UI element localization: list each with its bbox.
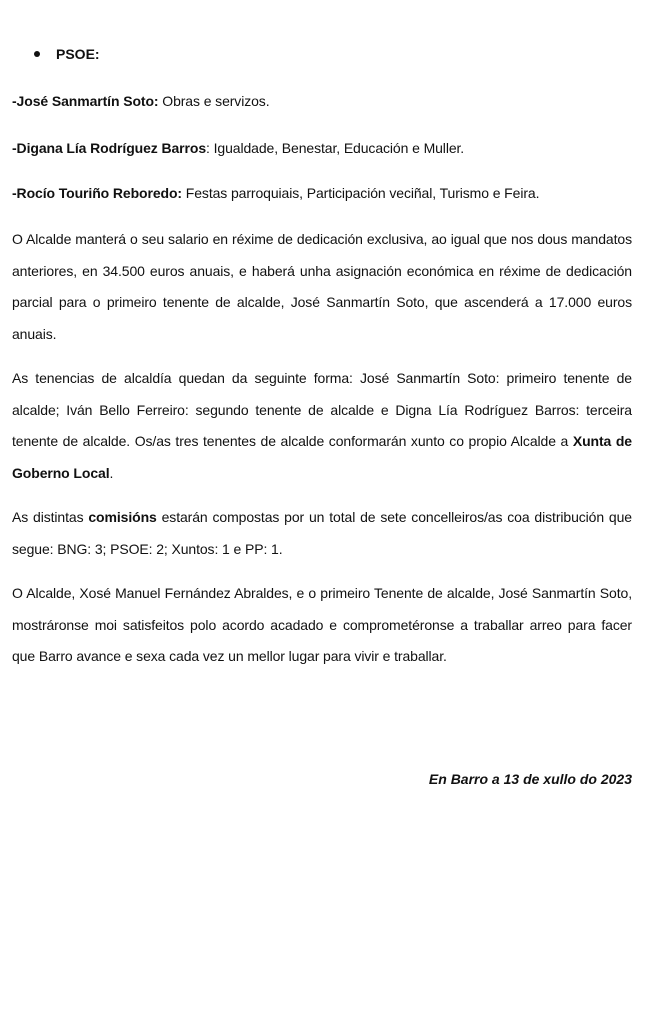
tenencias-paragraph [12, 363, 632, 489]
xunta-goberno-local: Xunta de Goberno Local [12, 433, 632, 481]
tenencias-text: As tenencias de alcaldía quedan da seguinte forma: José Sanmartín Soto: primeiro tenente de alcalde; Iván Bello Ferreiro: segundo tenente de alcalde e Digna Lía Rodríguez Barros: terceira tenente de alcalde. Os/as tres tenentes de alcalde conformarán xunto co propio Alcalde a [12, 370, 632, 449]
comisions-bold: comisións [88, 509, 157, 525]
closing-paragraph: O Alcalde, Xosé Manuel Fernández Abraldes, e o primeiro Tenente de alcalde, José Sanmartín Soto, mostráronse moi satisfeitos polo acordo acadado e comprometéronse a traballar arreo para facer que Barro avance e sexa cada vez un mellor lugar para vivir e traballar. [12, 585, 632, 664]
comisions-paragraph [12, 502, 632, 565]
party-heading [34, 46, 100, 62]
assignment-line [12, 140, 464, 156]
comisions-text-start: As distintas [12, 509, 89, 525]
bullet-icon [34, 51, 40, 57]
comisions-text-end: estarán compostas por un total de sete concelleiros/as coa distribución que segue: BNG: 3; PSOE: 2; Xuntos: 1 e PP: 1. [12, 509, 632, 557]
councillor-areas: Obras e servizos. [158, 93, 270, 109]
assignment-line [12, 93, 270, 109]
date-line: En Barro a 13 de xullo do 2023 [428, 771, 632, 787]
councillor-areas: : Igualdade, Benestar, Educación e Muller. [206, 140, 465, 156]
tenencias-end: . [109, 464, 114, 481]
councillor-name: -José Sanmartín Soto: [12, 93, 159, 109]
councillor-name: -Digana Lía Rodríguez Barros [12, 140, 207, 156]
assignment-line [12, 185, 539, 201]
councillor-name: -Rocío Touriño Reboredo: [12, 185, 182, 201]
councillor-areas: Festas parroquiais, Participación veciñal, Turismo e Feira. [182, 185, 540, 201]
salary-paragraph: O Alcalde manterá o seu salario en réxime de dedicación exclusiva, ao igual que nos dous mandatos anteriores, en 34.500 euros anuais, e haberá unha asignación económica en réxime de dedicación parcial para o primeiro tenente de alcalde, José Sanmartín Soto, que ascenderá a 17.000 euros anuais. [12, 231, 632, 342]
party-heading-text: PSOE: [56, 46, 100, 62]
